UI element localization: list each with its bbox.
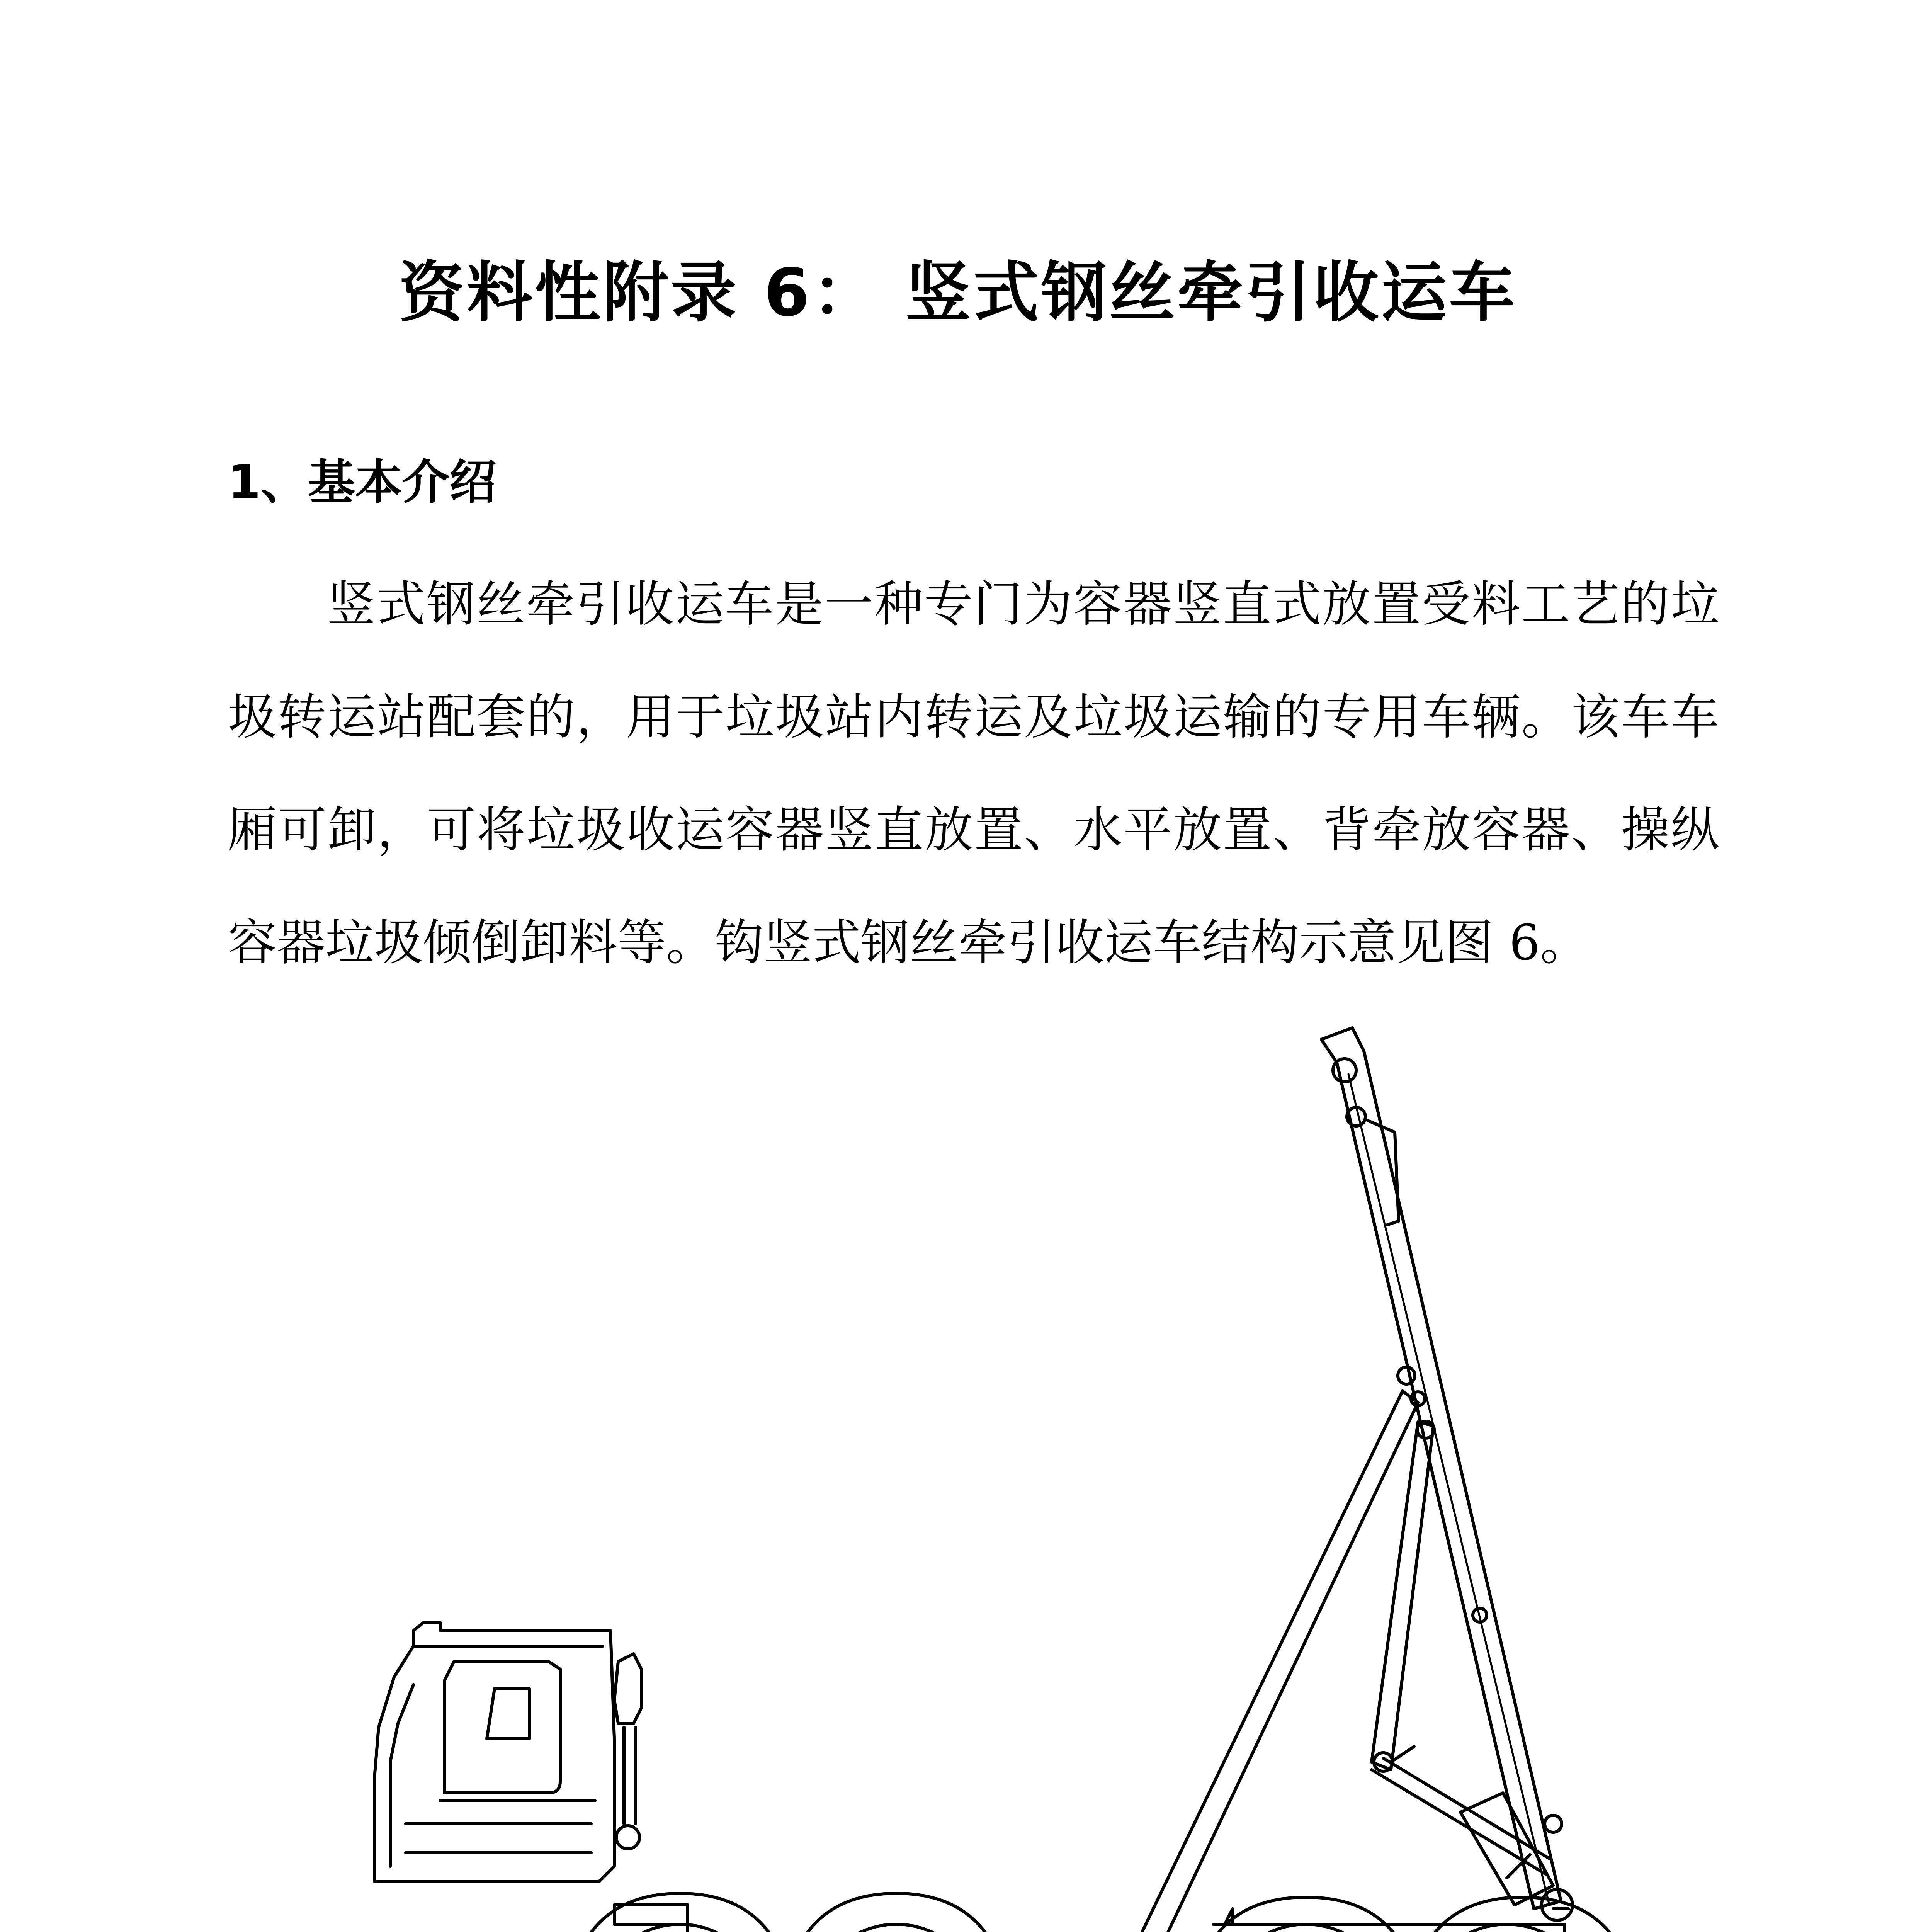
support-struts (1101, 1391, 1553, 1932)
intro-paragraph: 竖式钢丝牵引收运车是一种专门为容器竖直式放置受料工艺的垃圾转运站配套的，用于垃圾站内转运及垃圾运输的专用车辆。该车车厢可卸，可将垃圾收运容器竖直放置、水平放置、背牵放容器、操纵容器垃圾倾倒卸料等。钩竖式钢丝牵引收运车结构示意见图 6。 (228, 576, 1719, 971)
lifting-arm (1321, 1028, 1573, 1920)
truck-drawing (348, 1005, 1661, 1932)
page-title: 资料性附录 6： 竖式钢丝牵引收运车 (399, 255, 1517, 331)
wheel-1 (572, 1893, 788, 1932)
section-heading-1: 1、基本介绍 (228, 455, 496, 510)
wheel-2 (788, 1893, 1005, 1932)
truck-cab (375, 1623, 688, 1924)
truck-diagram (348, 1005, 1661, 1932)
truck-wheels (572, 1893, 1630, 1932)
